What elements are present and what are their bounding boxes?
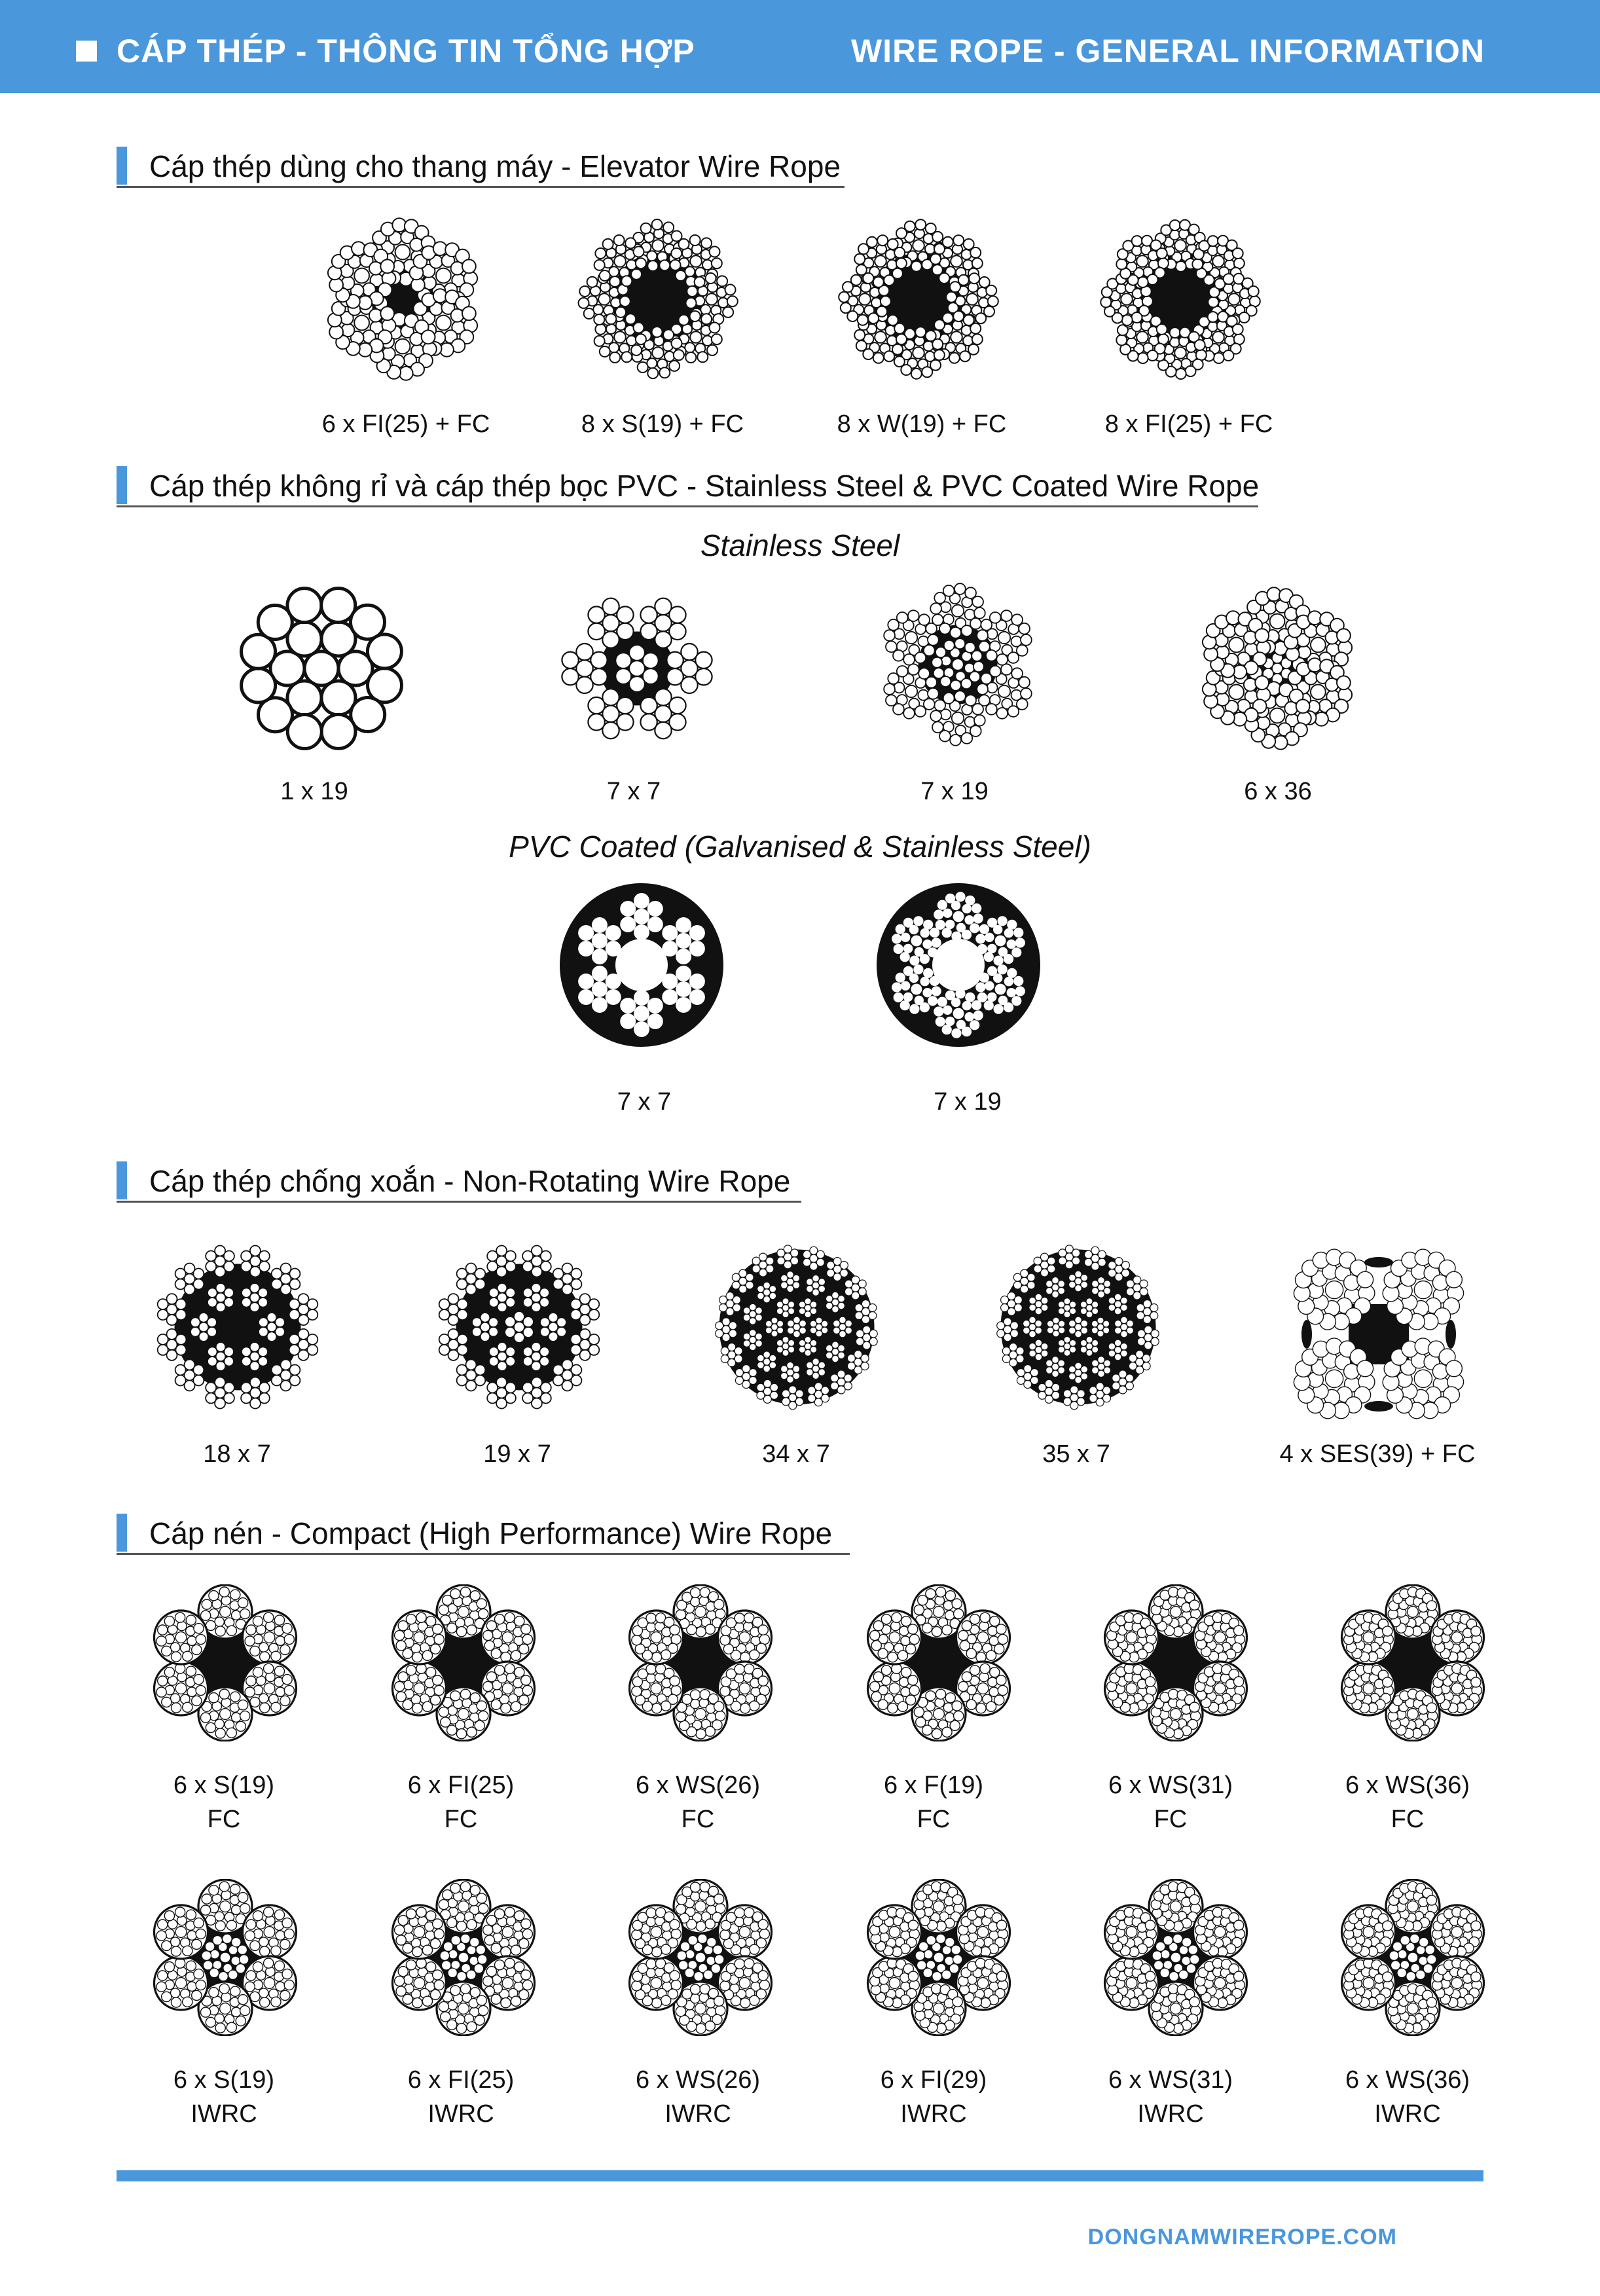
rope-label: 6 x WS(36) [1345, 2066, 1470, 2094]
section-bar [117, 466, 127, 504]
rope-diagram-compact-fc-4 [860, 1584, 1017, 1741]
rope-label: 6 x WS(26) [635, 1772, 761, 1799]
rope-core-label: FC [207, 1806, 241, 1833]
rope-diagram-elevator-3 [837, 217, 1000, 381]
rope-core-label: IWRC [191, 2100, 257, 2128]
rope-label: 6 x FI(29) [880, 2066, 987, 2094]
rope-label: 6 x S(19) [173, 1772, 275, 1799]
footer-website: DONGNAMWIREROPE.COM [1087, 2225, 1397, 2250]
page-header [0, 0, 1600, 93]
rope-core-label: FC [444, 1806, 478, 1833]
header-title-vi: CÁP THÉP - THÔNG TIN TỔNG HỢP [117, 33, 695, 69]
header-title-en: WIRE ROPE - GENERAL INFORMATION [850, 33, 1485, 69]
rope-label: 18 x 7 [203, 1440, 271, 1468]
subheading-pvc: PVC Coated (Galvanised & Stainless Steel) [509, 829, 1091, 864]
section-underline [117, 1553, 850, 1555]
rope-label: 6 x FI(25) + FC [321, 410, 490, 438]
rope-diagram-35x7 [992, 1241, 1164, 1413]
rope-label: 1 x 19 [280, 778, 348, 805]
rope-diagram-compact-fc-5 [1097, 1584, 1254, 1741]
section-title: Cáp thép chống xoắn - Non-Rotating Wire Rope [149, 1164, 791, 1198]
rope-label: 34 x 7 [762, 1440, 830, 1468]
rope-diagram-elevator-2 [576, 217, 740, 381]
section-bar [117, 1161, 127, 1199]
rope-diagram-6x36 [1195, 587, 1359, 750]
rope-label: 7 x 19 [934, 1088, 1002, 1116]
rope-diagram-18x7 [152, 1241, 323, 1413]
rope-label: 8 x W(19) + FC [837, 410, 1007, 438]
rope-diagram-compact-fc-6 [1334, 1584, 1491, 1741]
rope-label: 7 x 7 [617, 1088, 672, 1116]
rope-diagram-compact-iwrc-1 [147, 1879, 304, 2036]
rope-diagram-pvc-7x19 [875, 881, 1042, 1049]
rope-core-label: FC [1154, 1806, 1188, 1833]
rope-label: 6 x WS(36) [1345, 1772, 1470, 1799]
rope-core-label: IWRC [1374, 2100, 1441, 2128]
rope-diagram-compact-fc-1 [147, 1584, 304, 1741]
rope-core-label: IWRC [427, 2100, 494, 2128]
rope-label: 6 x WS(26) [635, 2066, 761, 2094]
rope-label: 6 x S(19) [173, 2066, 275, 2094]
rope-diagram-4xses39 [1274, 1230, 1483, 1439]
section-underline [117, 186, 845, 188]
subheading-stainless: Stainless Steel [700, 528, 900, 562]
rope-label: 35 x 7 [1042, 1440, 1110, 1468]
rope-diagram-19x7 [433, 1241, 605, 1413]
section-bar [117, 1514, 127, 1552]
rope-core-label: FC [1391, 1806, 1425, 1833]
section-title: Cáp nén - Compact (High Performance) Wire Rope [149, 1516, 833, 1550]
section-title: Cáp thép dùng cho thang máy - Elevator Wire Rope [149, 149, 841, 183]
rope-label: 6 x F(19) [883, 1772, 984, 1799]
rope-label: 6 x FI(25) [407, 2066, 515, 2094]
rope-core-label: IWRC [1137, 2100, 1204, 2128]
rope-label: 4 x SES(39) + FC [1279, 1440, 1476, 1468]
rope-label: 6 x WS(31) [1108, 2066, 1233, 2094]
rope-diagram-1x19 [240, 587, 403, 750]
header-square-icon [76, 41, 97, 62]
rope-label: 7 x 19 [920, 778, 989, 805]
rope-diagram-compact-iwrc-2 [385, 1879, 542, 2036]
section-bar [117, 147, 127, 185]
rope-diagram-compact-fc-3 [622, 1584, 779, 1741]
rope-label: 7 x 7 [606, 778, 661, 805]
rope-diagram-compact-iwrc-3 [622, 1879, 779, 2036]
rope-core-label: IWRC [900, 2100, 967, 2128]
rope-diagram-pvc-7x7 [558, 881, 725, 1049]
rope-diagram-compact-iwrc-6 [1334, 1879, 1491, 2036]
rope-label: 6 x FI(25) [407, 1772, 515, 1799]
rope-label: 19 x 7 [483, 1440, 551, 1468]
rope-label: 8 x S(19) + FC [581, 410, 744, 438]
rope-diagram-compact-iwrc-5 [1097, 1879, 1254, 2036]
rope-core-label: IWRC [664, 2100, 731, 2128]
rope-label: 6 x WS(31) [1108, 1772, 1233, 1799]
rope-diagram-34x7 [711, 1241, 882, 1413]
rope-diagram-compact-fc-2 [385, 1584, 542, 1741]
rope-diagram-compact-iwrc-4 [860, 1879, 1017, 2036]
rope-diagram-elevator-4 [1099, 217, 1262, 381]
rope-label: 8 x FI(25) + FC [1104, 410, 1273, 438]
rope-diagram-7x19 [876, 583, 1040, 746]
rope-diagram-7x7 [555, 587, 719, 750]
rope-diagram-elevator-1 [321, 217, 484, 381]
rope-core-label: FC [917, 1806, 951, 1833]
section-underline [117, 1201, 801, 1203]
rope-label: 6 x 36 [1244, 778, 1312, 805]
section-underline [117, 505, 1258, 507]
footer-divider [117, 2170, 1483, 2181]
rope-core-label: FC [681, 1806, 715, 1833]
section-title: Cáp thép không rỉ và cáp thép bọc PVC - Stainless Steel & PVC Coated Wire Rope [149, 469, 1260, 503]
